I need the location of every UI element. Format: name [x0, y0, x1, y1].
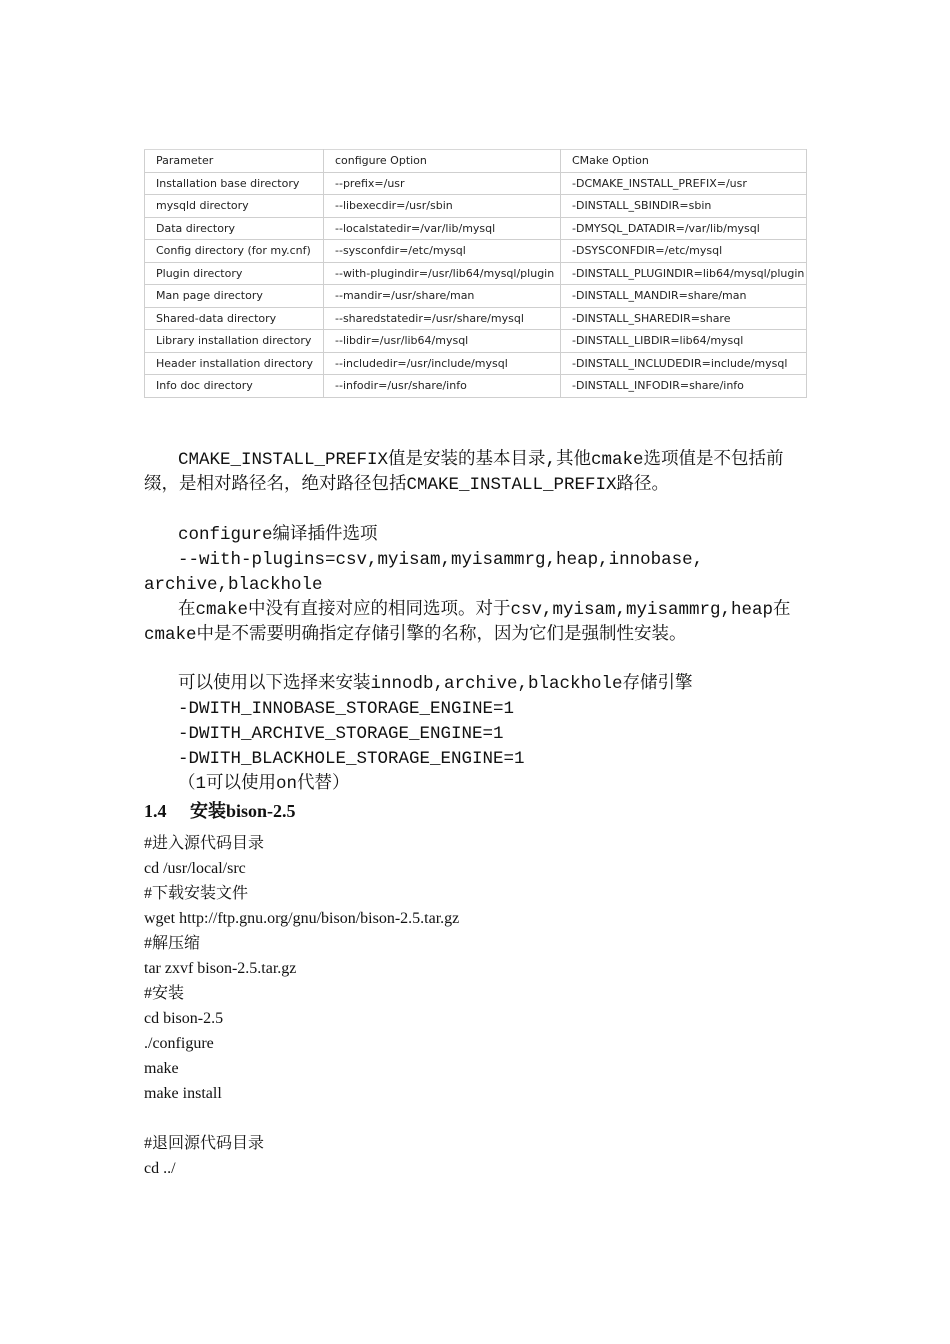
table-cell: Plugin directory: [145, 262, 324, 285]
table-cell: -DINSTALL_SBINDIR=sbin: [561, 195, 807, 218]
text-line: -DWITH_INNOBASE_STORAGE_ENGINE=1: [178, 699, 515, 719]
table-cell: Library installation directory: [145, 330, 324, 353]
text-line: -DWITH_BLACKHOLE_STORAGE_ENGINE=1: [178, 749, 525, 769]
header-cell: CMake Option: [561, 150, 807, 173]
table-cell: --prefix=/usr: [324, 172, 561, 195]
install-commands: [144, 831, 459, 1181]
text-line: -DWITH_ARCHIVE_STORAGE_ENGINE=1: [178, 724, 504, 744]
text-line: configure编译插件选项: [178, 525, 378, 545]
table-cell: Installation base directory: [145, 172, 324, 195]
text-line: cmake中是不需要明确指定存储引擎的名称，因为它们是强制性安装。: [144, 625, 687, 645]
table-row: [145, 172, 807, 195]
table-cell: -DINSTALL_MANDIR=share/man: [561, 285, 807, 308]
code-command: cd /usr/local/src: [144, 860, 246, 877]
table-cell: -DMYSQL_DATADIR=/var/lib/mysql: [561, 217, 807, 240]
table-cell: --localstatedir=/var/lib/mysql: [324, 217, 561, 240]
text-line: CMAKE_INSTALL_PREFIX值是安装的基本目录,其他cmake选项值是不包括前: [178, 450, 784, 470]
table-header-row: [145, 150, 807, 173]
table-cell: --sysconfdir=/etc/mysql: [324, 240, 561, 263]
code-command: cd ../: [144, 1160, 176, 1177]
code-comment: #退回源代码目录: [144, 1135, 265, 1152]
section-number: 1.4: [144, 801, 167, 821]
table-cell: --sharedstatedir=/usr/share/mysql: [324, 307, 561, 330]
blank-line: [144, 1106, 459, 1131]
table-body: [145, 150, 807, 398]
code-command: make: [144, 1060, 179, 1077]
table-cell: Data directory: [145, 217, 324, 240]
table-row: [145, 285, 807, 308]
table-row: [145, 240, 807, 263]
table-cell: -DINSTALL_LIBDIR=lib64/mysql: [561, 330, 807, 353]
table-cell: Shared-data directory: [145, 307, 324, 330]
table-cell: -DINSTALL_PLUGINDIR=lib64/mysql/plugin: [561, 262, 807, 285]
code-command: tar zxvf bison-2.5.tar.gz: [144, 960, 297, 977]
text-line: --with-plugins=csv,myisam,myisammrg,heap,innobase,: [178, 550, 704, 570]
table-cell: -DINSTALL_INCLUDEDIR=include/mysql: [561, 352, 807, 375]
table-row: [145, 217, 807, 240]
code-command: cd bison-2.5: [144, 1010, 224, 1027]
code-comment: #进入源代码目录: [144, 835, 265, 852]
table-cell: --mandir=/usr/share/man: [324, 285, 561, 308]
text-line: （1可以使用on代替）: [178, 774, 350, 794]
header-cell: configure Option: [324, 150, 561, 173]
code-comment: #解压缩: [144, 935, 201, 952]
table-cell: --with-plugindir=/usr/lib64/mysql/plugin: [324, 262, 561, 285]
code-comment: #下载安装文件: [144, 885, 249, 902]
table-cell: Header installation directory: [145, 352, 324, 375]
table-row: [145, 375, 807, 398]
table-row: [145, 262, 807, 285]
table-cell: --libexecdir=/usr/sbin: [324, 195, 561, 218]
table-cell: Config directory (for my.cnf): [145, 240, 324, 263]
table-cell: --libdir=/usr/lib64/mysql: [324, 330, 561, 353]
table-cell: --infodir=/usr/share/info: [324, 375, 561, 398]
code-command: ./configure: [144, 1035, 214, 1052]
table-cell: mysqld directory: [145, 195, 324, 218]
text-line: archive,blackhole: [144, 575, 323, 595]
table-cell: Info doc directory: [145, 375, 324, 398]
section-title: 安装bison-2.5: [190, 801, 296, 821]
table-cell: -DINSTALL_SHAREDIR=share: [561, 307, 807, 330]
paragraph-configure-plugins: [144, 523, 794, 648]
code-command: make install: [144, 1085, 222, 1102]
paragraph-cmake-prefix: [144, 448, 794, 498]
text-line: 缀，是相对路径名，绝对路径包括CMAKE_INSTALL_PREFIX路径。: [144, 475, 670, 495]
table-row: [145, 307, 807, 330]
paragraph-storage-engines: [144, 672, 794, 797]
option-comparison-table: [144, 149, 807, 398]
text-line: 在cmake中没有直接对应的相同选项。对于csv,myisam,myisammrg,heap在: [178, 600, 791, 620]
table-cell: -DSYSCONFDIR=/etc/mysql: [561, 240, 807, 263]
table-row: [145, 330, 807, 353]
table-cell: -DCMAKE_INSTALL_PREFIX=/usr: [561, 172, 807, 195]
table-cell: --includedir=/usr/include/mysql: [324, 352, 561, 375]
code-command: wget http://ftp.gnu.org/gnu/bison/bison-2.5.tar.gz: [144, 910, 460, 927]
header-cell: Parameter: [145, 150, 324, 173]
table-cell: Man page directory: [145, 285, 324, 308]
table-cell: -DINSTALL_INFODIR=share/info: [561, 375, 807, 398]
table-row: [145, 352, 807, 375]
table-row: [145, 195, 807, 218]
section-heading: [144, 797, 296, 823]
code-comment: #安装: [144, 985, 185, 1002]
text-line: 可以使用以下选择来安装innodb,archive,blackhole存储引擎: [178, 674, 693, 694]
